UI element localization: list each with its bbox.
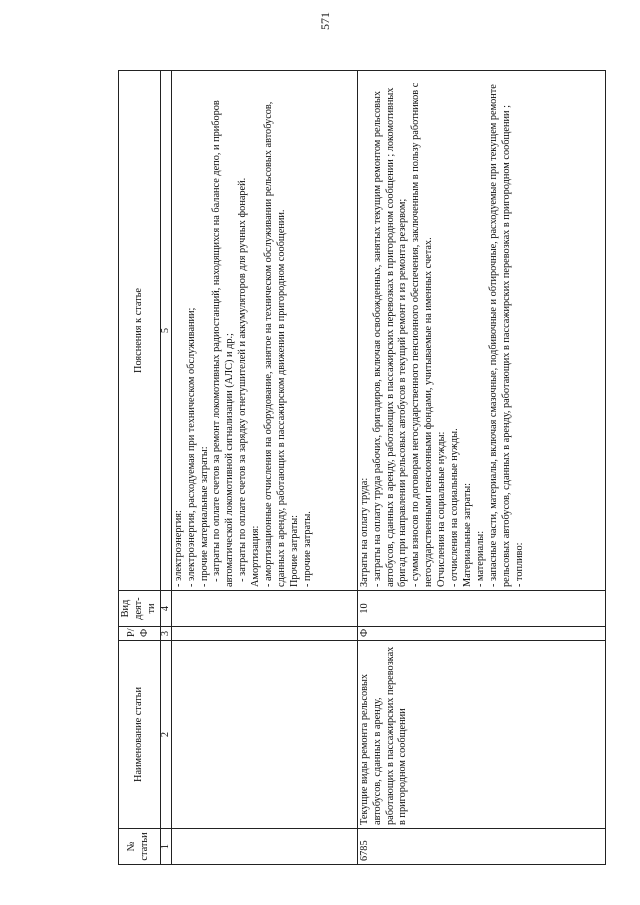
header-activity-type: Вид деят-ти [119, 591, 161, 627]
article-name-cell [171, 641, 357, 829]
explanation-line: Амортизация: [250, 525, 262, 587]
table-row [171, 71, 357, 865]
rf-cell [171, 627, 357, 641]
explanation-line: - электроэнергия: [172, 510, 184, 587]
article-name-cell: Текущие виды ремонта рельсовых автобусов, сданных в аренду, работающих в пассажирских перевозках в пригородном сообщении [357, 641, 605, 829]
header-article-no: № статьи [119, 829, 161, 865]
activity-cell: 10 [357, 591, 605, 627]
column-number: 2 [160, 641, 171, 829]
rf-cell: Ф [357, 627, 605, 641]
explanation-line: - затраты по оплате счетов за зарядку огнетушителей и аккумуляторов для ручных фонарей. [237, 177, 249, 587]
header-rf: Р/ Ф [119, 627, 161, 641]
article-number-cell: 6785 [357, 829, 605, 865]
explanation-line: - отчисления на социальные нужды. [449, 428, 461, 587]
explanation-line: Материальные затраты: [461, 483, 473, 587]
article-number-cell [171, 829, 357, 865]
explanation-line: - затраты по оплате счетов за ремонт локомотивных радиостанций, находящихся на балансе депо, и приборов автоматической локомотивной сигнализации (АЛС) и др.; [211, 97, 236, 587]
page-number: 571 [318, 12, 332, 30]
explanation-line: Затраты на оплату труда: [358, 477, 370, 587]
explanation-line: - прочие затраты. [301, 511, 313, 587]
activity-cell [171, 591, 357, 627]
explanation-line: - амортизационные отчисления на оборудование, занятое на техническом обслуживании рельсовых автобусов, сданных в аренду, работающих в пассажирском движении в пригородном сообщении. [263, 99, 287, 587]
explanation-line: Прочие затраты: [288, 514, 300, 587]
explanation-cell [171, 71, 357, 591]
explanation-line: - запасные части, материалы, включая смазочные, подбивочные и обтирочные, расходуемые при текущем ремонте рельсовых автобусов, сданных в аренду, работающих в пассажирских перевозках в пригородном сообщении ; [487, 81, 512, 587]
explanation-line: - затраты на оплату труда рабочих, бригадиров, включая освобожденных, занятых текущим ремонтом рельсовых автобусов, сданных в аренду, работающих в пассажирских перевозках в пригородном сообщении ; локомотивных бригад при направлении рельсовых автобусов в текущий ремонт и из ремонта резервом; [371, 84, 409, 587]
table-row [357, 71, 605, 865]
explanation-line: - суммы взносов по договорам негосударственного пенсионного обеспечения, заключенным в пользу работников с негосударственными пенсионными фондами, учитываемые на именных счетах. [410, 80, 435, 587]
explanation-line: - электроэнергия, расходуемая при техническом обслуживании; [185, 307, 197, 587]
header-row [119, 71, 161, 865]
column-number: 1 [160, 829, 171, 865]
header-article-name: Наименование статьи [119, 641, 161, 829]
column-numbers-row [160, 71, 171, 865]
explanation-cell [357, 71, 605, 591]
rotated-table-container [118, 70, 606, 865]
column-number: 4 [160, 591, 171, 627]
explanation-line: - материалы: [474, 530, 486, 587]
header-explanation: Пояснения к статье [119, 71, 161, 591]
column-number: 5 [160, 71, 171, 591]
explanation-line: Отчисления на социальные нужды: [436, 431, 448, 587]
column-number: 3 [160, 627, 171, 641]
articles-table [118, 70, 606, 865]
explanation-line: - прочие материальные затраты: [198, 446, 210, 587]
explanation-line: - топливо: [513, 542, 525, 587]
